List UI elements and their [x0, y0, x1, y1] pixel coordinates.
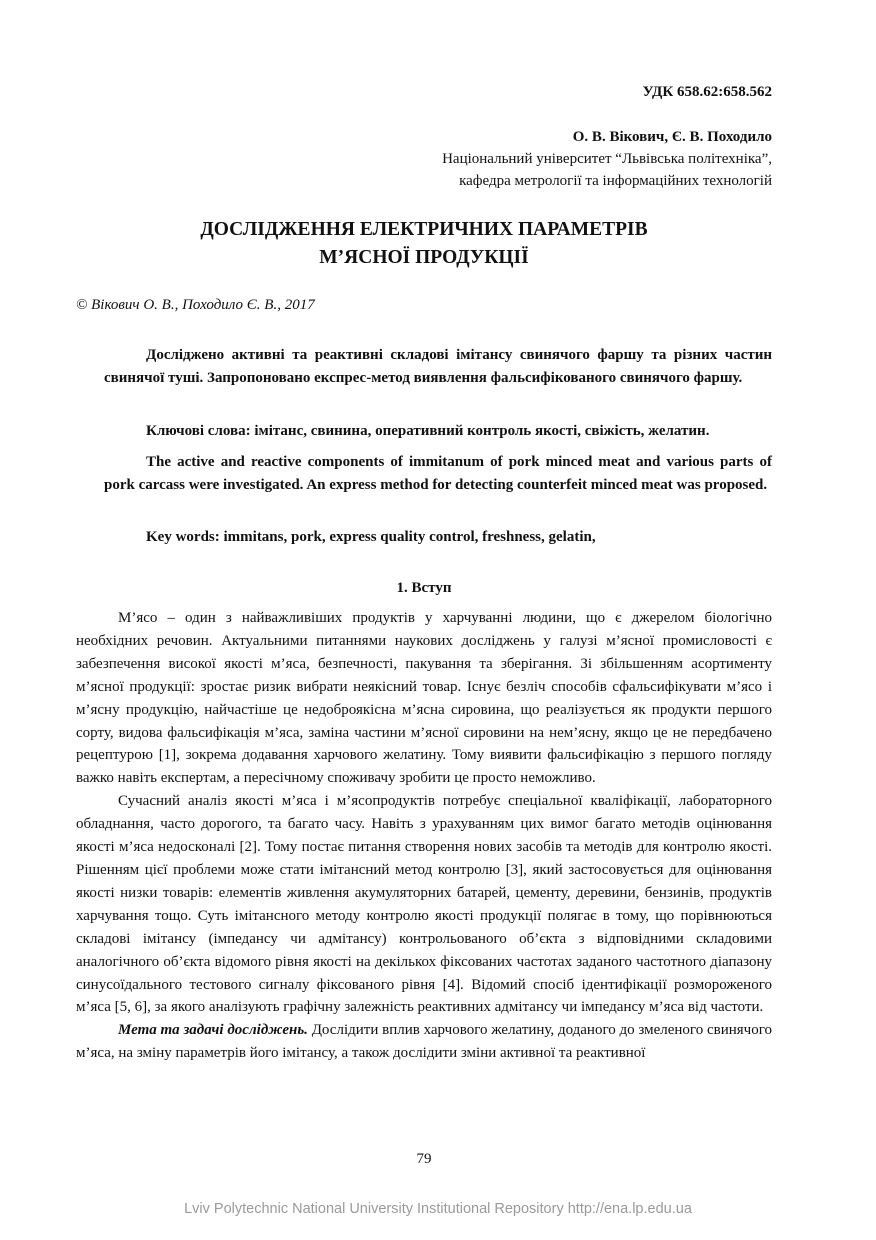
body-text — [76, 607, 772, 1065]
paragraph-1: М’ясо – один з найважливіших продуктів у харчуванні людини, що є джерелом біологічно необхідних речовин. Актуальними питаннями наукових досліджень у галузі м’ясної промисловості є забезпечення високої якості м’яса, безпечності, пакування та зберігання. Зі збільшенням асортименту м’ясної продукції: зростає ризик вибрати неякісний товар. Існує безліч способів сфальсифікувати м’ясо і м’ясну продукцію, найчастіше це недоброякісна м’ясна сировина, що реалізується як продукти першого сорту, видова фальсифікація м’яса, заміна частини м’ясної сировини на нем’ясну, якщо це не передбачено рецептурою [1], зокрема додавання харчового желатину. Тому виявити фальсифікацію з першого погляду важко навіть експертам, а пересічному споживачу зробити це просто неможливо. — [76, 610, 772, 787]
paper-title — [0, 216, 848, 272]
title-line-2: М’ЯСНОЇ ПРОДУКЦІЇ — [319, 247, 529, 268]
repository-footer: Lviv Polytechnic National University Institutional Repository http://ena.lp.edu.ua — [184, 1201, 692, 1217]
affiliation-line-2: кафедра метрології та інформаційних технологій — [459, 173, 772, 189]
paragraph-3-lead: Мета та задачі досліджень. — [118, 1022, 308, 1039]
keywords-ukrainian-text: Ключові слова: імітанс, свинина, оперативний контроль якості, свіжість, желатин. — [146, 423, 710, 439]
page-number: 79 — [416, 1151, 432, 1167]
abstract-ukrainian-text: Досліджено активні та реактивні складові імітансу свинячого фаршу та різних частин свинячої туші. Запропоновано експрес-метод виявлення фальсифікованого свинячого фаршу. — [104, 347, 772, 386]
section-heading: 1. Вступ — [396, 580, 452, 596]
abstract-english-text: The active and reactive components of immitanum of pork minced meat and various parts of pork carcass were investigated. An express method for detecting counterfeit minced meat was proposed. — [104, 454, 772, 493]
abstract-english — [104, 451, 772, 496]
affiliation-line-1: Національний університет “Львівська політехніка”, — [442, 151, 772, 167]
paragraph-3-text: Дослідити вплив харчового желатину, доданого до змеленого свинячого м’яса, на зміну параметрів його імітансу, а також дослідити зміни активної та реактивної — [76, 1022, 772, 1062]
paragraph-3 — [76, 1019, 772, 1065]
author-names: О. В. Вікович, Є. В. Походило — [572, 129, 772, 145]
keywords-ukrainian — [104, 420, 772, 443]
udk-code: УДК 658.62:658.562 — [642, 84, 772, 100]
title-line-1: ДОСЛІДЖЕННЯ ЕЛЕКТРИЧНИХ ПАРАМЕТРІВ — [200, 219, 648, 240]
author-block — [442, 126, 772, 192]
abstract-ukrainian — [104, 344, 772, 389]
copyright-line: © Вікович О. В., Походило Є. В., 2017 — [76, 297, 315, 313]
keywords-english-text: Key words: immitans, pork, express quality control, freshness, gelatin, — [146, 529, 596, 545]
keywords-english — [104, 526, 772, 549]
paragraph-2: Сучасний аналіз якості м’яса і м’ясопродуктів потребує спеціальної кваліфікації, лабораторного обладнання, часто дорогого, та багато часу. Навіть з урахуванням цих вимог багато методів оцінювання якості м’яса недосконалі [2]. Тому постає питання створення нових засобів та методів для контролю якості. Рішенням цієї проблеми може стати імітансний метод контролю [3], який застосовується для оцінювання якості низки товарів: елементів живлення акумуляторних батарей, цементу, деревини, бензинів, продуктів харчування тощо. Суть імітансного методу контролю якості продукції полягає в тому, що порівнюються складові імітансу (імпедансу чи адмітансу) контрольованого об’єкта з відповідними складовими аналогічного об’єкта відомого рівня якості на декількох фіксованих частотах заданого частотного діапазону синусоїдального тестового сигналу фіксованого рівня [4]. Відомий спосіб ідентифікації розмороженого м’яса [5, 6], за якого аналізують графічну залежність реактивних адмітансу чи імпедансу м’яса від частоти. — [76, 793, 772, 1016]
